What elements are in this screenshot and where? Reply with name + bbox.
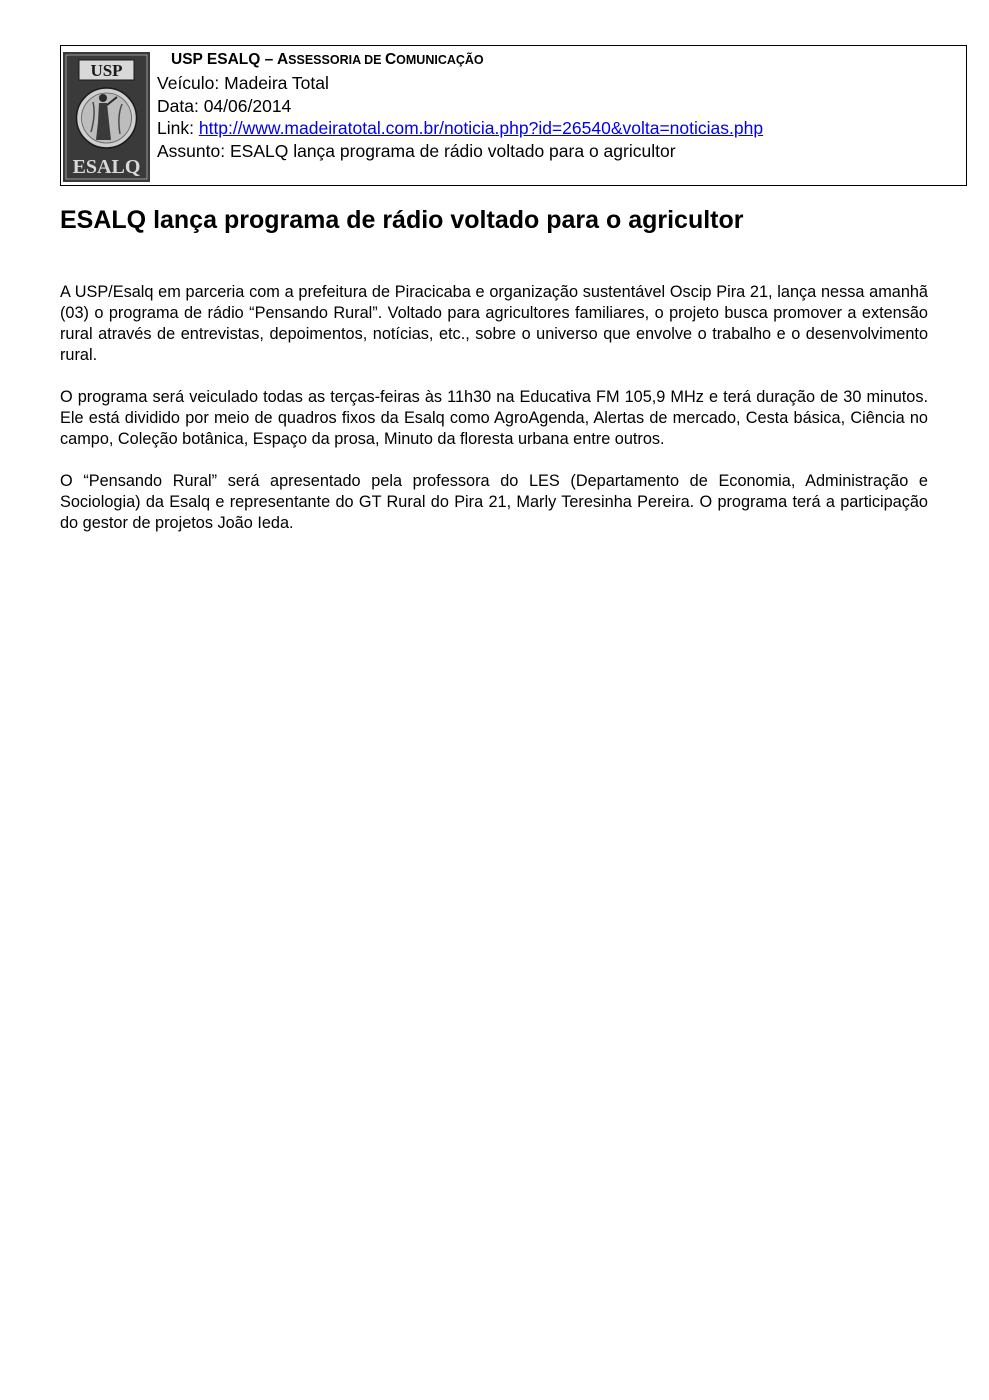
source-link[interactable]: http://www.madeiratotal.com.br/noticia.php?id=26540&volta=noticias.php <box>198 118 764 138</box>
header-title-part: SSESSORIA DE <box>288 53 385 67</box>
header-title-part: C <box>384 51 397 68</box>
vehicle-value: Madeira Total <box>224 73 329 93</box>
link-label: Link: <box>157 118 194 138</box>
subject-label: Assunto: <box>157 140 226 161</box>
usp-esalq-logo <box>63 52 150 182</box>
clipping-metadata <box>157 48 763 162</box>
vehicle-line <box>157 72 763 95</box>
clipping-header <box>60 45 967 186</box>
article-paragraph: A USP/Esalq em parceria com a prefeitura de Piracicaba e organização sustentável Oscip Pira 21, lança nessa amanhã (03) o programa de rádio “Pensando Rural”. Voltado para agricultores familiares, o projeto busca promover a extensão rural através de entrevistas, depoimentos, notícias, etc., sobre o universo que envolve o trabalho e o desenvolvimento rural. <box>60 283 928 364</box>
header-title <box>157 48 763 72</box>
header-title-part: OMUNICAÇÃO <box>396 53 484 67</box>
subject-value: ESALQ lança programa de rádio voltado para o agricultor <box>229 140 676 161</box>
date-label: Data: <box>157 95 199 116</box>
logo-usp-text: USP <box>90 61 123 80</box>
date-line <box>157 95 763 118</box>
article-headline: ESALQ lança programa de rádio voltado para o agricultor <box>60 206 744 234</box>
vehicle-label: Veículo: <box>157 73 220 93</box>
article-paragraph: O “Pensando Rural” será apresentado pela professora do LES (Departamento de Economia, Administração e Sociologia) da Esalq e representante do GT Rural do Pira 21, Marly Teresinha Pereira. O programa terá a participação do gestor de projetos João Ieda. <box>60 472 928 532</box>
link-line <box>157 117 763 140</box>
logo-esalq-text: ESALQ <box>72 156 141 178</box>
date-value: 04/06/2014 <box>203 95 292 116</box>
subject-line <box>157 140 763 163</box>
article-paragraph: O programa será veiculado todas as terças-feiras às 11h30 na Educativa FM 105,9 MHz e terá duração de 30 minutos. Ele está dividido por meio de quadros fixos da Esalq como AgroAgenda, Alertas de mercado, Cesta básica, Ciência no campo, Coleção botânica, Espaço da prosa, Minuto da floresta urbana entre outros. <box>60 388 928 448</box>
header-title-part: USP ESALQ – A <box>171 51 289 68</box>
article-body <box>60 282 928 555</box>
